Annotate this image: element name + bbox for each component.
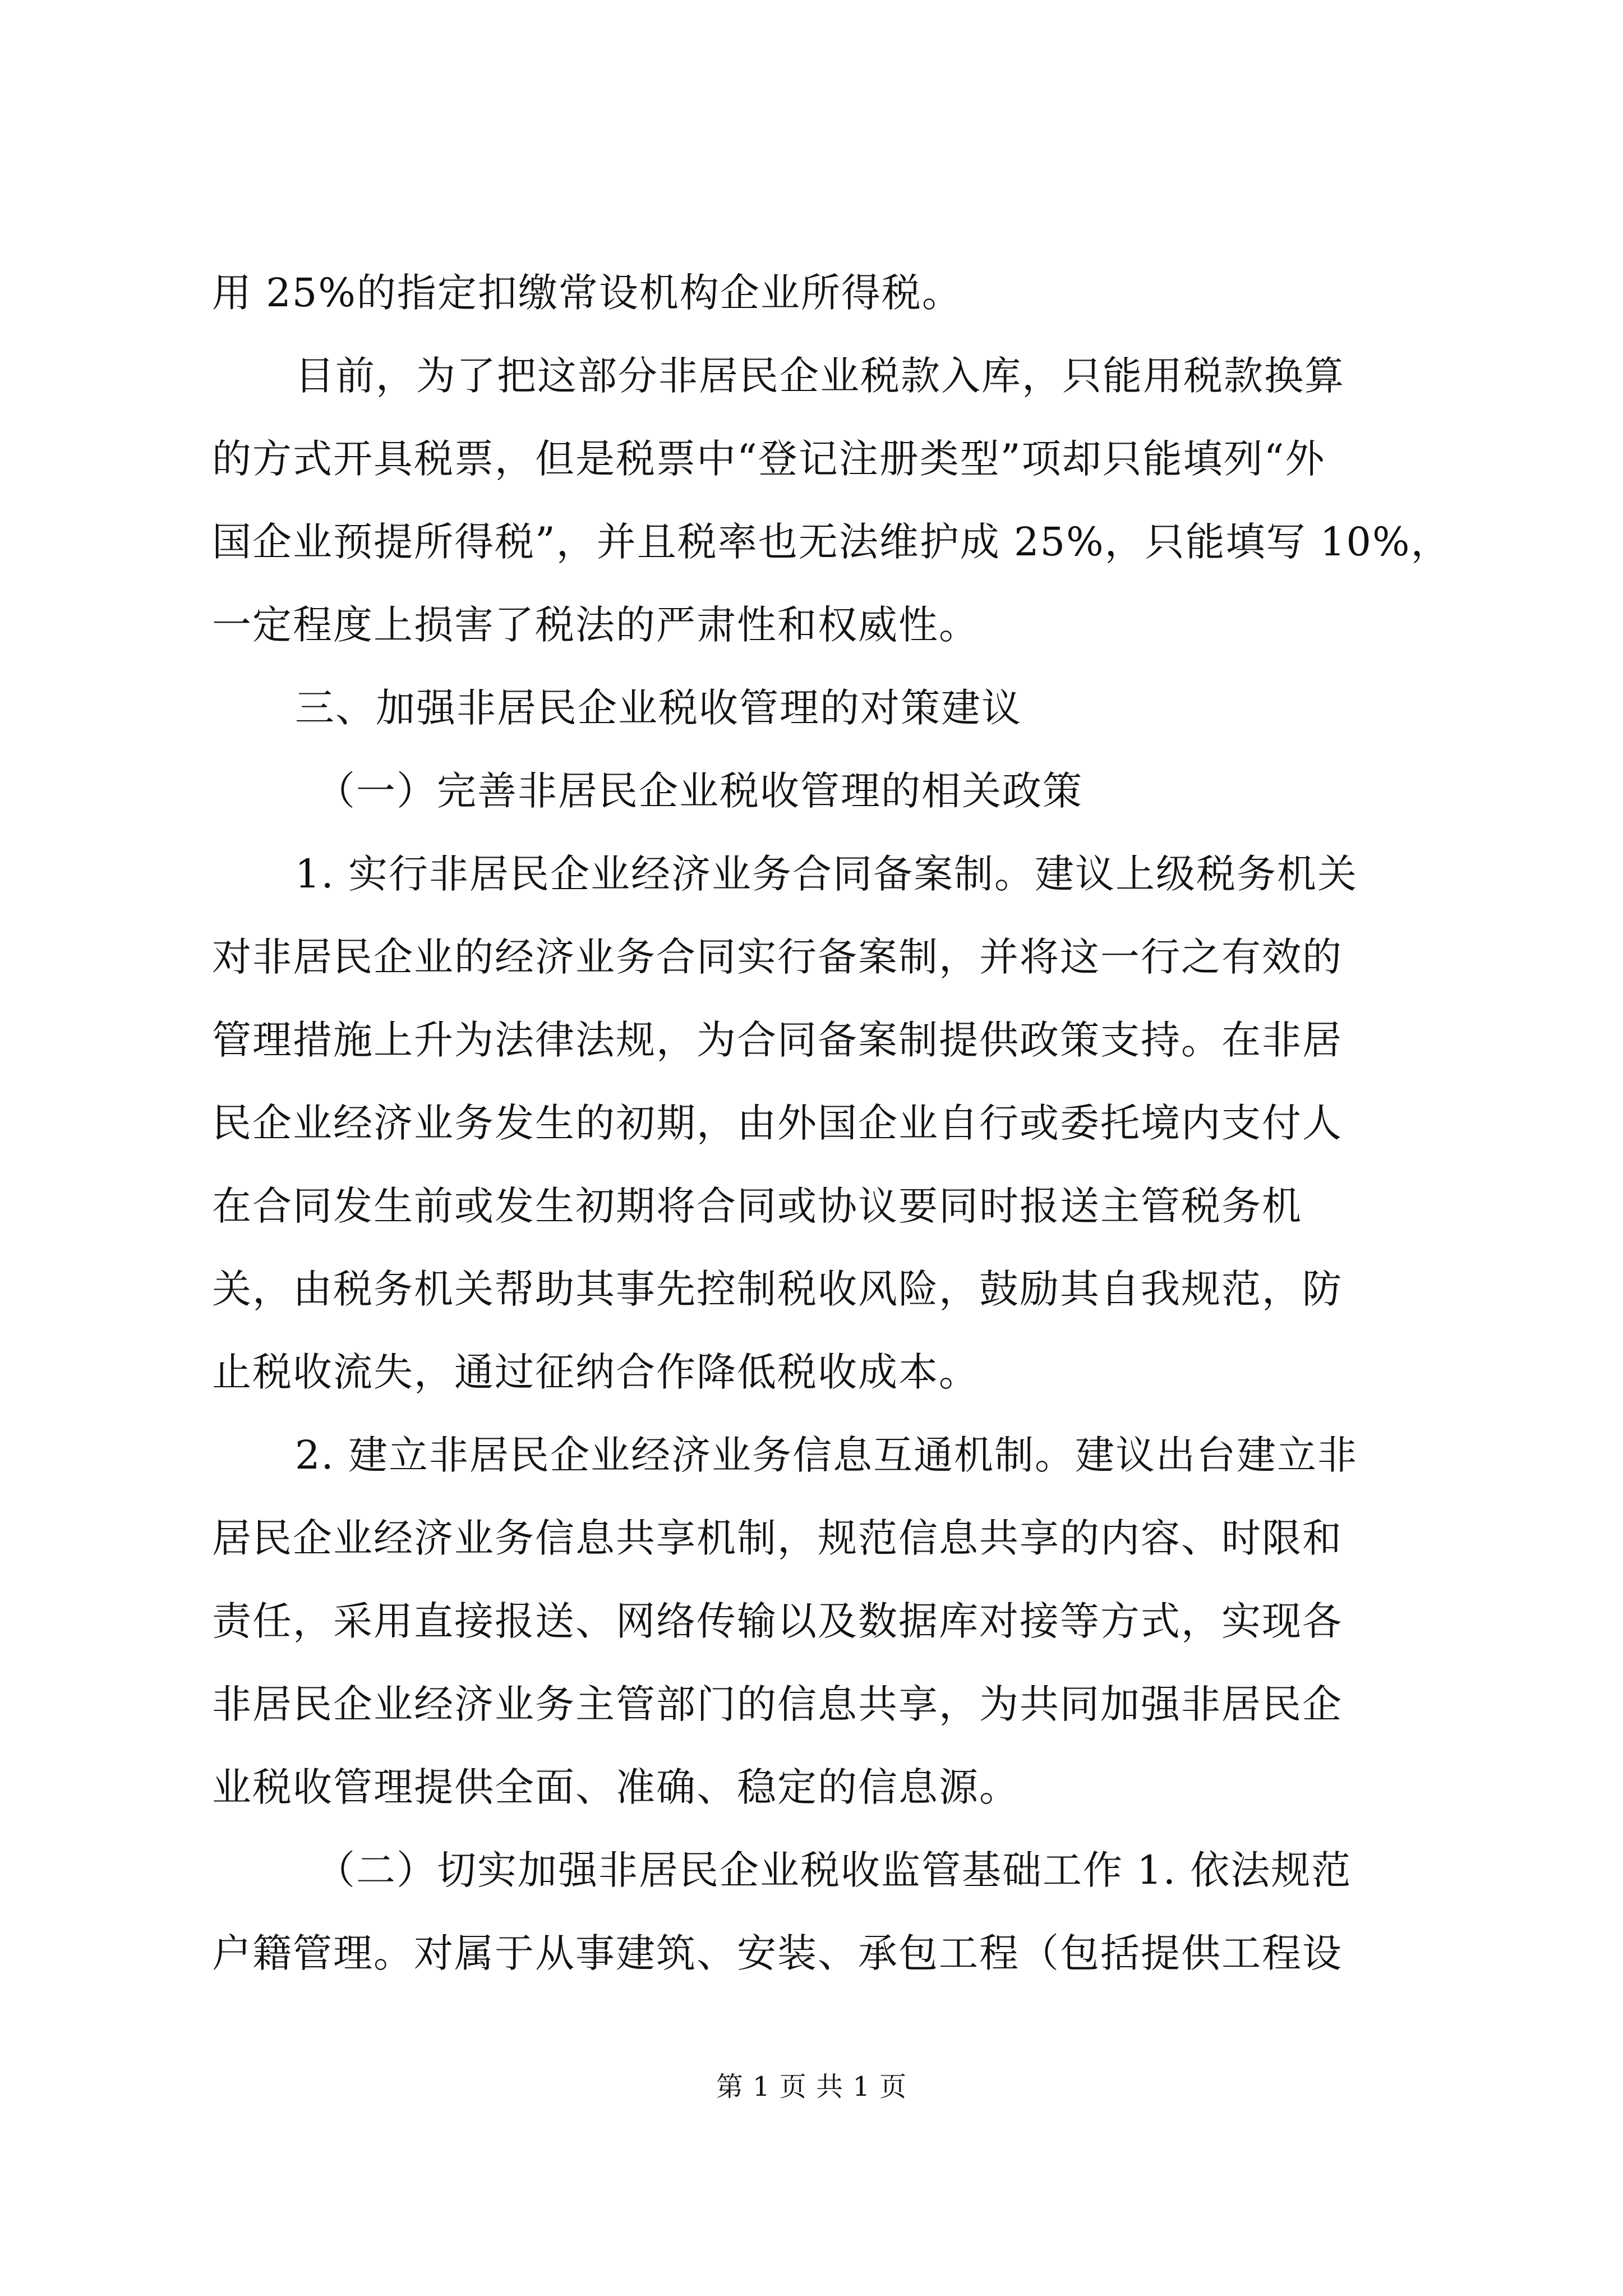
text-line: 民企业经济业务发生的初期，由外国企业自行或委托境内支付人 <box>212 1100 1343 1146</box>
text-line: 非居民企业经济业务主管部门的信息共享，为共同加强非居民企 <box>212 1681 1343 1727</box>
page-footer: 第 1 页 共 1 页 <box>716 2071 907 2102</box>
text-line: 业税收管理提供全面、准确、稳定的信息源。 <box>212 1764 1020 1810</box>
text-line: 目前，为了把这部分非居民企业税款入库，只能用税款换算 <box>295 353 1345 399</box>
text-line: 居民企业经济业务信息共享机制，规范信息共享的内容、时限和 <box>212 1515 1343 1561</box>
subsection-heading: （一）完善非居民企业税收管理的相关政策 <box>316 768 1083 814</box>
subsection-heading: （二）切实加强非居民企业税收监管基础工作 1. 依法规范 <box>316 1847 1352 1893</box>
text-line: 止税收流失，通过征纳合作降低税收成本。 <box>212 1349 979 1395</box>
section-heading: 三、加强非居民企业税收管理的对策建议 <box>295 685 1022 731</box>
text-line: 对非居民企业的经济业务合同实行备案制，并将这一行之有效的 <box>212 934 1343 980</box>
text-line: 1. 实行非居民企业经济业务合同备案制。建议上级税务机关 <box>295 851 1358 897</box>
text-line: 一定程度上损害了税法的严肃性和权威性。 <box>212 602 979 648</box>
text-line: 户籍管理。对属于从事建筑、安装、承包工程（包括提供工程设 <box>212 1930 1343 1976</box>
text-line: 2. 建立非居民企业经济业务信息互通机制。建议出台建立非 <box>295 1432 1358 1478</box>
text-line: 国企业预提所得税”，并且税率也无法维护成 25%，只能填写 10%， <box>212 519 1451 565</box>
text-line: 管理措施上升为法律法规，为合同备案制提供政策支持。在非居 <box>212 1017 1343 1063</box>
text-line: 责任，采用直接报送、网络传输以及数据库对接等方式，实现各 <box>212 1598 1343 1644</box>
text-line: 用 25%的指定扣缴常设机构企业所得税。 <box>212 270 962 316</box>
document-body <box>212 251 1451 1995</box>
text-line: 关，由税务机关帮助其事先控制税收风险，鼓励其自我规范，防 <box>212 1266 1343 1312</box>
text-line: 在合同发生前或发生初期将合同或协议要同时报送主管税务机 <box>212 1183 1302 1229</box>
text-line: 的方式开具税票，但是税票中“登记注册类型”项却只能填列“外 <box>212 436 1326 482</box>
